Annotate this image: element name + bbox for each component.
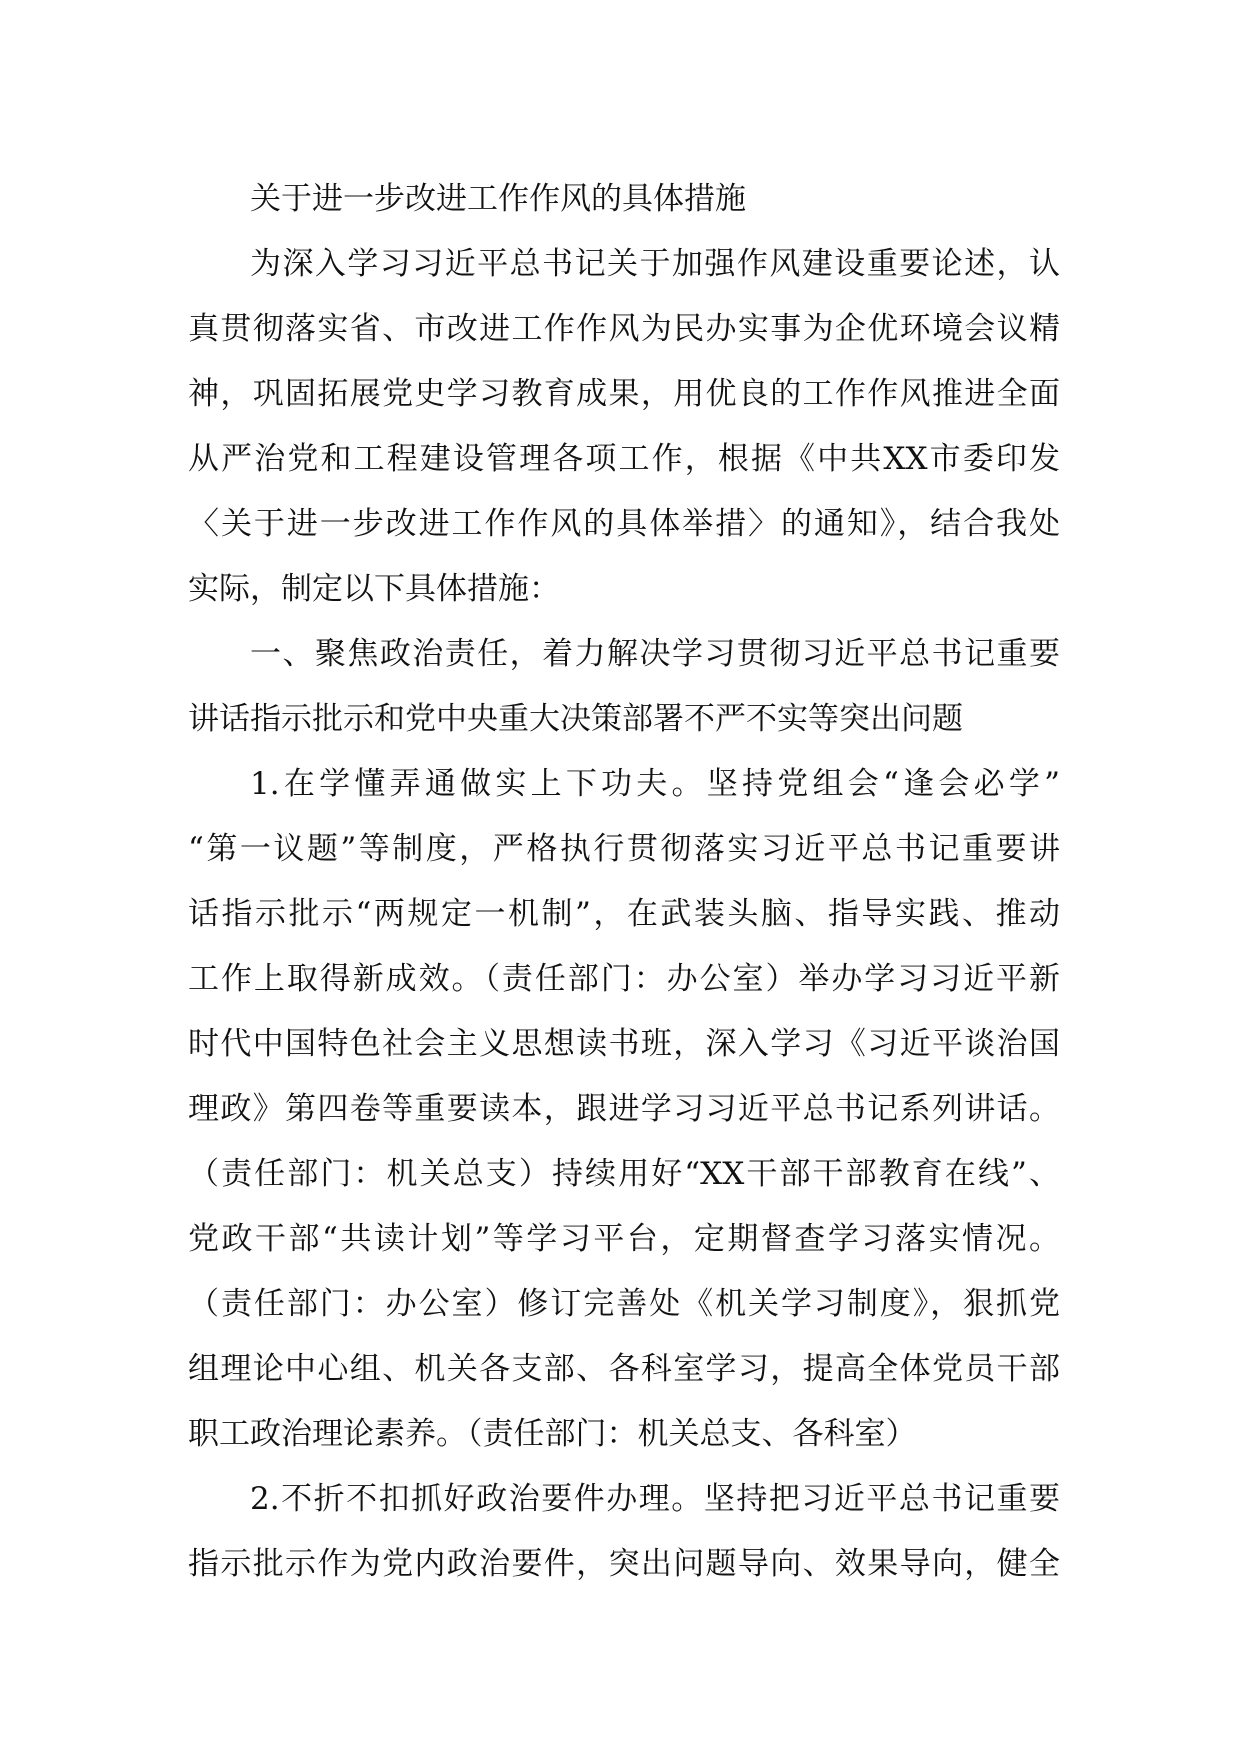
section-heading-line: 讲话指示批示和党中央重大决策部署不严不实等突出问题 <box>188 701 963 737</box>
item-line: 1.在学懂弄通做实上下功夫。坚持党组会“逢会必学” <box>250 766 1060 802</box>
paragraph-line: 为深入学习习近平总书记关于加强作风建设重要论述，认 <box>250 246 1060 282</box>
item-line: 组理论中心组、机关各支部、各科室学习，提高全体党员干部 <box>188 1351 1060 1387</box>
document-body <box>188 167 1060 1597</box>
item-line: 2.不折不扣抓好政治要件办理。坚持把习近平总书记重要 <box>250 1481 1060 1517</box>
item-line: （责任部门：机关总支）持续用好“XX干部干部教育在线”、 <box>188 1156 1060 1192</box>
item-line: 理政》第四卷等重要读本，跟进学习习近平总书记系列讲话。 <box>188 1091 1060 1127</box>
paragraph-line: 从严治党和工程建设管理各项工作，根据《中共XX市委印发 <box>188 441 1060 477</box>
document-title: 关于进一步改进工作作风的具体措施 <box>250 181 746 217</box>
item-line: “第一议题”等制度，严格执行贯彻落实习近平总书记重要讲 <box>188 831 1060 867</box>
item-line: 时代中国特色社会主义思想读书班，深入学习《习近平谈治国 <box>188 1026 1060 1062</box>
item-line: （责任部门：办公室）修订完善处《机关学习制度》，狠抓党 <box>188 1286 1060 1322</box>
paragraph-line: 神，巩固拓展党史学习教育成果，用优良的工作作风推进全面 <box>188 376 1060 412</box>
item-line: 党政干部“共读计划”等学习平台，定期督查学习落实情况。 <box>188 1221 1060 1257</box>
item-line: 工作上取得新成效。（责任部门：办公室）举办学习习近平新 <box>188 961 1060 997</box>
section-heading-line: 一、聚焦政治责任，着力解决学习贯彻习近平总书记重要 <box>250 636 1060 672</box>
item-line: 职工政治理论素养。（责任部门：机关总支、各科室） <box>188 1416 917 1452</box>
paragraph-line: 实际，制定以下具体措施： <box>188 571 560 607</box>
paragraph-line: 〈关于进一步改进工作作风的具体举措〉的通知》，结合我处 <box>188 506 1060 542</box>
paragraph-line: 真贯彻落实省、市改进工作作风为民办实事为企优环境会议精 <box>188 311 1060 347</box>
item-line: 指示批示作为党内政治要件，突出问题导向、效果导向，健全 <box>188 1546 1060 1582</box>
item-line: 话指示批示“两规定一机制”，在武装头脑、指导实践、推动 <box>188 896 1060 932</box>
